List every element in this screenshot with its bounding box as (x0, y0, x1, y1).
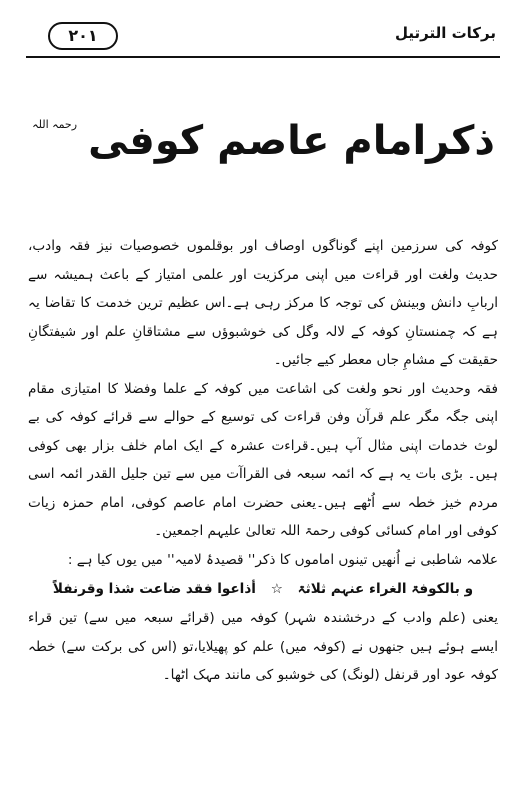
verse-first-half: و بالکوفۃ الغراء عنہم ثلاثۃ (297, 581, 474, 597)
running-title: برکات الترتیل (395, 24, 496, 42)
chapter-heading (0, 118, 527, 164)
paragraph-3: علامہ شاطبی نے اُنھیں تینوں اماموں کا ذکر'' قصیدۂ لامیہ'' میں یوں کیا ہے : (67, 551, 498, 568)
paragraph-2: فقہ وحدیث اور نحو ولغت کی اشاعت میں کوفہ کے علما وفضلا کا امتیازی مقام اپنی جگہ مگر علم قرآن وفن قراءت کی توسیع کے حوالے سے قرائے کوفہ کی بے لوث خدمات اپنی مثال آپ ہیں۔قراءت عشرہ کے ایک امام خلف بزار بھی کوفی ہیں۔ بڑی بات یہ ہے کہ ائمہ سبعہ فی القراآت میں سے تین جلیل القدر ائمہ اسی مردم خیز خطہ سے اُٹھے ہیں۔یعنی حضرت امام عاصم کوفی، امام حمزہ زیات کوفی اور امام کسائی کوفی رحمۃ اللہ تعالیٰ علیہم اجمعین۔ (28, 380, 498, 539)
chapter-title: ذکرامام عاصم کوفی (88, 118, 495, 164)
header-rule (26, 56, 500, 58)
verse-translation: یعنی (علم وادب کے درخشندہ شہر) کوفہ میں (قرائے سبعہ میں سے) تین قراء ایسے ہوئے ہیں جنھوں نے (کوفہ میں) علم کو پھیلایا،تو (اس کی برکت سے) خطہ کوفہ عود اور قرنفل (لونگ) کی خوشبو کی مانند مہک اٹھا۔ (28, 610, 498, 683)
paragraph-1: کوفہ کی سرزمین اپنے گوناگوں اوصاف اور بوقلموں خصوصیات نیز فقہ وادب، حدیث ولغت اور قراءت میں اپنی مرکزیت اور علمی امتیاز کے باعث ہمیشہ سے اربابِ دانش وبینش کی توجہ کا مرکز رہی ہے۔اس عظیم ترین خدمت کا تقاضا یہ ہے کہ چمنستانِ کوفہ کے لالہ وگل کی خوشبوؤں سے مشتاقانِ علم اور شیفتگانِ حقیقت کے مشامِ جاں معطر کیے جائیں۔ (28, 238, 498, 368)
body-text (28, 232, 498, 690)
honorific: رحمہ اللہ (32, 118, 78, 131)
page-header (26, 22, 500, 52)
star-separator-icon: ☆ (270, 581, 283, 597)
page-number: ۲۰۱ (48, 22, 118, 50)
poetry-verse (28, 574, 498, 604)
verse-second-half: أذاعوا فقد ضاعت شذا وقرنفلاً (52, 581, 256, 597)
